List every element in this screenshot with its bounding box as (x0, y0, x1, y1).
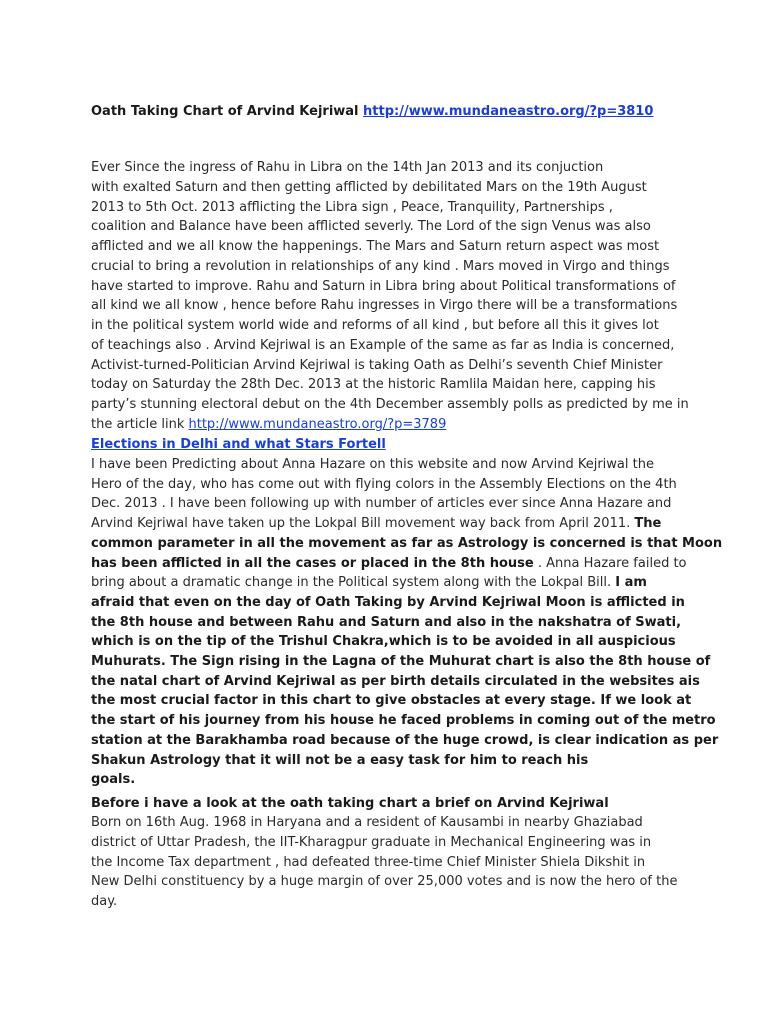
text-line: in the political system world wide and reforms of all kind , but before all this it gives lot (91, 318, 659, 333)
bold-line: Shakun Astrology that it will not be a easy task for him to reach his (91, 752, 589, 768)
text-line (91, 415, 691, 435)
text-line: New Delhi constituency by a huge margin of over 25,000 votes and is now the hero of the (91, 874, 678, 890)
bold-text: The (634, 516, 662, 532)
bold-text: has been afflicted in all the cases or placed in the 8th house (91, 555, 534, 571)
bold-line: Muhurats. The Sign rising in the Lagna of the Muhurat chart is also the 8th house of (91, 654, 711, 670)
text-line (91, 514, 691, 534)
plain-text: . Anna Hazare failed to (533, 555, 687, 571)
bold-line: which is on the tip of the Trishul Chakra,which is to be avoided in all auspicious (91, 634, 676, 650)
text-line: crucial to bring a revolution in relationships of any kind . Mars moved in Virgo and things (91, 258, 670, 274)
text-line: Born on 16th Aug. 1968 in Haryana and a resident of Kausambi in nearby Ghaziabad (91, 815, 643, 830)
text-line: Hero of the day, who has come out with flying colors in the Assembly Elections on the 4th (91, 476, 677, 492)
prediction-paragraph (91, 455, 723, 790)
text-line: coalition and Balance have been afflicted severly. The Lord of the sign Venus was also (91, 219, 651, 235)
subheading: Before i have a look at the oath taking chart a brief on Arvind Kejriwal (91, 796, 609, 811)
text-line: all kind we all know , hence before Rahu ingresses in Virgo there will be a transformations (91, 298, 678, 314)
plain-text: bring about a dramatic change in the Political system along with the Lokpal Bill. (91, 575, 616, 591)
text-line: party’s stunning electoral debut on the 4th December assembly polls as predicted by me in (91, 397, 689, 412)
text-line: of teachings also . Arvind Kejriwal is an Example of the same as far as India is concerned, (91, 337, 675, 353)
plain-text: Arvind Kejriwal have taken up the Lokpal Bill movement way back from April 2011. (91, 516, 635, 532)
bio-paragraph (91, 813, 691, 912)
bold-text: I am (615, 575, 647, 591)
text-line: Activist-turned-Politician Arvind Kejriwal is taking Oath as Delhi’s seventh Chief Minister (91, 357, 663, 373)
text-line: Ever Since the ingress of Rahu in Libra on the 14th Jan 2013 and its conjuction (91, 160, 604, 175)
article-link-prefix: the article link (91, 416, 189, 432)
title-text: Oath Taking Chart of Arvind Kejriwal (91, 104, 359, 119)
text-line (91, 554, 691, 574)
bold-line: the 8th house and between Rahu and Saturn and also in the nakshatra of Swati, (91, 614, 682, 630)
title-link[interactable]: http://www.mundaneastro.org/?p=3810 (363, 104, 654, 119)
text-line: have started to improve. Rahu and Saturn in Libra bring about Political transformations of (91, 278, 676, 294)
text-line: with exalted Saturn and then getting afflicted by debilitated Mars on the 19th August (91, 179, 647, 195)
text-line: 2013 to 5th Oct. 2013 afflicting the Libra sign , Peace, Tranquility, Partnerships , (91, 199, 613, 215)
bold-line: the natal chart of Arvind Kejriwal as per birth details circulated in the websites ais (91, 673, 700, 689)
text-line (91, 573, 691, 593)
bold-line: afraid that even on the day of Oath Taking by Arvind Kejriwal Moon is afflicted in (91, 594, 685, 610)
text-line: the Income Tax department , had defeated three-time Chief Minister Shiela Dikshit in (91, 854, 646, 870)
bold-line: the start of his journey from his house he faced problems in coming out of the metro (91, 713, 716, 729)
section-heading-link[interactable]: Elections in Delhi and what Stars Fortell (91, 437, 386, 452)
article-title (91, 103, 711, 121)
intro-paragraph (91, 158, 691, 435)
text-line: district of Uttar Pradesh, the IIT-Kharagpur graduate in Mechanical Engineering was in (91, 834, 652, 850)
text-line: today on Saturday the 28th Dec. 2013 at the historic Ramlila Maidan here, capping his (91, 377, 656, 393)
article-link[interactable]: http://www.mundaneastro.org/?p=3789 (188, 416, 447, 432)
text-line: afflicted and we all know the happenings. The Mars and Saturn return aspect was most (91, 239, 660, 254)
text-line: day. (91, 894, 118, 909)
bold-line: the most crucial factor in this chart to give obstacles at every stage. If we look at (91, 693, 692, 709)
bold-line: goals. (91, 772, 136, 788)
text-line: I have been Predicting about Anna Hazare on this website and now Arvind Kejriwal the (91, 457, 654, 472)
bold-line: common parameter in all the movement as far as Astrology is concerned is that Moon (91, 535, 723, 551)
bold-line: station at the Barakhamba road because of the huge crowd, is clear indication as per (91, 732, 719, 748)
text-line: Dec. 2013 . I have been following up with number of articles ever since Anna Hazare and (91, 496, 672, 512)
